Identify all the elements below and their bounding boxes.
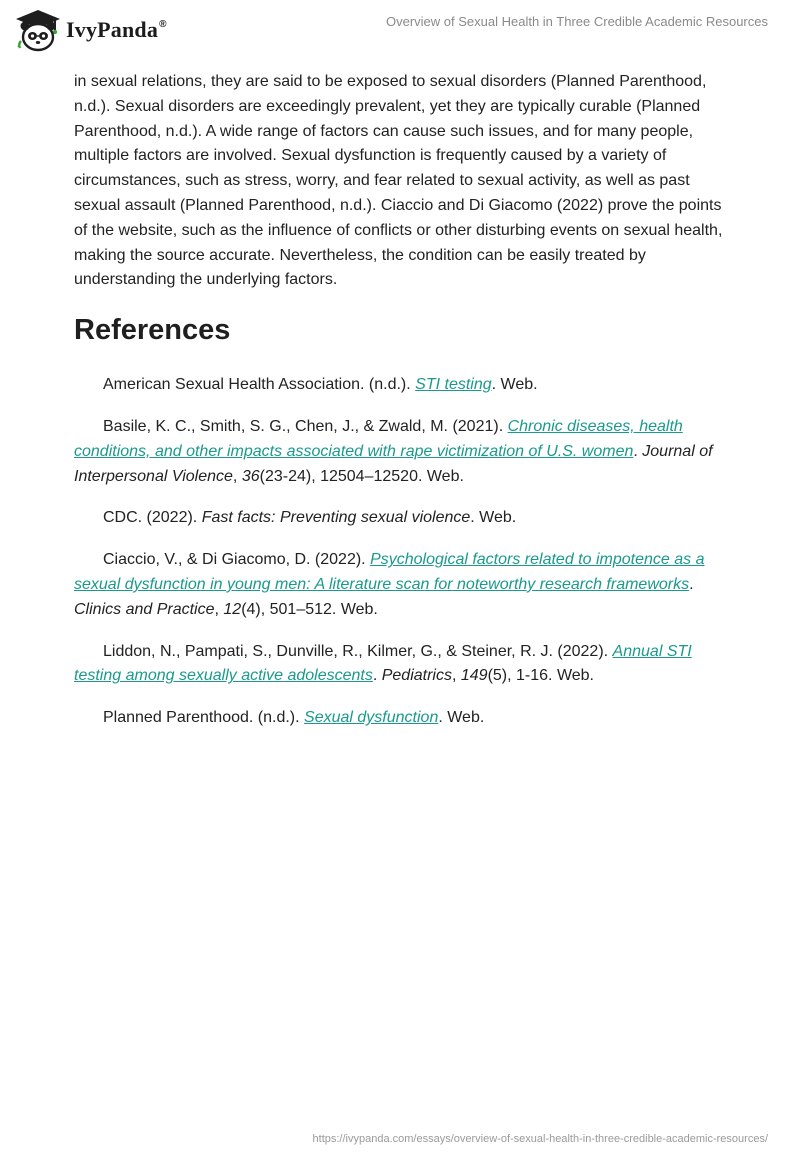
footer-url[interactable]: https://ivypanda.com/essays/overview-of-sexual-health-in-three-credible-academic-resources/	[312, 1133, 768, 1145]
reference-item: CDC. (2022). Fast facts: Preventing sexual violence. Web.	[103, 509, 517, 527]
document-title: Overview of Sexual Health in Three Credible Academic Resources	[386, 14, 768, 29]
ivypanda-logo[interactable]	[14, 8, 167, 52]
reference-item: Basile, K. C., Smith, S. G., Chen, J., & Zwald, M. (2021). Chronic diseases, health conditions, and other impacts associated with rape victimization of U.S. women. Journal of Interpersonal Violence, 36(23-24), 12504–12520. Web.	[74, 417, 713, 485]
reference-title: Fast facts: Preventing sexual violence	[201, 509, 471, 527]
page-header	[0, 0, 800, 60]
body-paragraph: in sexual relations, they are said to be exposed to sexual disorders (Planned Parenthood, n.d.). Sexual disorders are exceedingly prevalent, yet they are typically curable (Planned Parenthood, n.d.). A wide range of factors can cause such issues, and for many people, multiple factors are involved. Sexual dysfunction is frequently caused by a variety of circumstances, such as stress, worry, and fear related to sexual activity, as well as past sexual assault (Planned Parenthood, n.d.). Ciaccio and Di Giacomo (2022) prove the points of the website, such as the influence of conflicts or other disturbing events on sexual health, making the source accurate. Nevertheless, the condition can be easily treated by understanding the underlying factors.	[74, 73, 723, 289]
essay-content	[74, 70, 734, 748]
registered-mark: ®	[159, 19, 167, 30]
reference-item: Planned Parenthood. (n.d.). Sexual dysfunction. Web.	[103, 709, 485, 727]
reference-item: Liddon, N., Pampati, S., Dunville, R., Kilmer, G., & Steiner, R. J. (2022). Annual STI testing among sexually active adolescents. Pediatrics, 149(5), 1-16. Web.	[74, 642, 692, 685]
reference-item: Ciaccio, V., & Di Giacomo, D. (2022). Psychological factors related to impotence as a sexual dysfunction in young men: A literature scan for noteworthy research frameworks. Clinics and Practice, 12(4), 501–512. Web.	[74, 551, 705, 618]
journal-volume: 149	[460, 667, 488, 685]
panda-graduate-icon	[14, 8, 62, 52]
reference-link[interactable]: STI testing	[415, 376, 492, 394]
journal-volume: 36	[241, 467, 260, 485]
references-heading: References	[74, 314, 231, 347]
reference-link[interactable]: Sexual dysfunction	[304, 709, 439, 727]
reference-link[interactable]: Psychological factors related to impotence as a sexual dysfunction in young men: A literature scan for noteworthy research frameworks	[74, 551, 705, 593]
reference-link[interactable]: Chronic diseases, health conditions, and other impacts associated with rape victimization of U.S. women	[74, 417, 683, 460]
journal-name: Pediatrics	[381, 667, 452, 685]
journal-volume: 12	[223, 600, 242, 618]
journal-name: Clinics and Practice	[74, 600, 215, 618]
brand-name: IvyPanda®	[66, 17, 167, 42]
reference-link[interactable]: Annual STI testing among sexually active adolescents	[74, 642, 692, 685]
reference-item: American Sexual Health Association. (n.d.). STI testing. Web.	[103, 376, 538, 394]
journal-name: Journal of Interpersonal Violence	[74, 442, 713, 485]
